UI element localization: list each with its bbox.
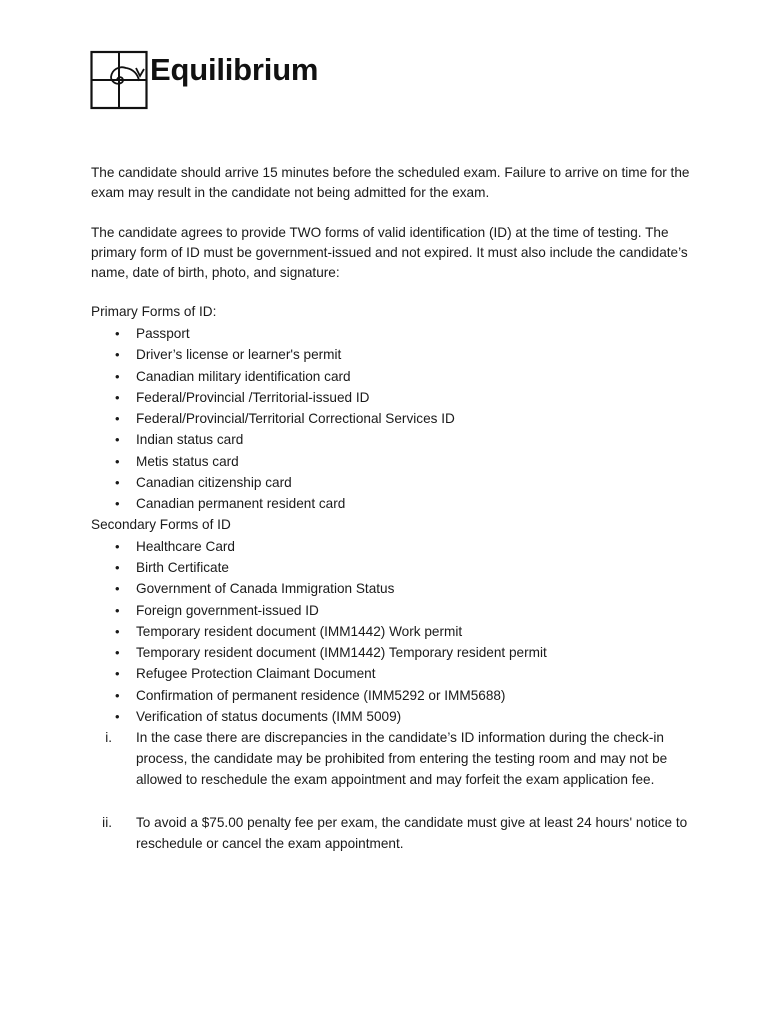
list-item-text: Indian status card <box>136 432 244 448</box>
arrival-paragraph: The candidate should arrive 15 minutes before the scheduled exam. Failure to arrive on time for the exam may result in the candidate not being admitted for the exam. <box>91 165 690 200</box>
list-item-text: Federal/Provincial /Territorial-issued ID <box>136 389 370 405</box>
list-item <box>91 323 691 344</box>
list-item-text: Passport <box>136 326 190 341</box>
list-item <box>91 366 691 387</box>
bullet-icon: • <box>115 581 120 597</box>
bullet-icon: • <box>115 368 120 384</box>
list-item <box>91 493 691 514</box>
list-item-text: Foreign government-issued ID <box>136 602 319 618</box>
bullet-icon: • <box>115 326 120 341</box>
list-item <box>91 685 691 706</box>
list-item-text: Temporary resident document (IMM1442) Temporary resident permit <box>136 645 547 661</box>
bullet-icon: • <box>115 496 120 512</box>
list-item-text: Canadian permanent resident card <box>136 496 346 512</box>
policy-item-penalty <box>91 812 691 854</box>
bullet-icon: • <box>115 709 120 725</box>
bullet-icon: • <box>115 559 120 575</box>
policy-text: In the case there are discrepancies in the candidate’s ID information during the check-in process, the candidate may be prohibited from entering the testing room and may not be allowed to reschedule the exam appointment and may forfeit the exam application fee. <box>136 730 668 788</box>
list-item <box>91 642 691 663</box>
bullet-icon: • <box>115 602 120 618</box>
bullet-icon: • <box>115 475 120 491</box>
policy-number: i. <box>105 730 112 746</box>
list-item-text: Verification of status documents (IMM 5009) <box>136 709 402 725</box>
list-item <box>91 600 691 621</box>
primary-ids-heading: Primary Forms of ID: <box>91 304 217 319</box>
list-item-text: Canadian citizenship card <box>136 475 292 491</box>
list-item-text: Healthcare Card <box>136 538 235 554</box>
list-item <box>91 451 691 472</box>
brand-name: Equilibrium <box>150 52 319 87</box>
policy-number: ii. <box>102 815 112 831</box>
list-item-text: Birth Certificate <box>136 559 229 575</box>
list-item-text: Driver’s license or learner's permit <box>136 347 342 363</box>
bullet-icon: • <box>115 411 120 427</box>
list-item <box>91 557 691 578</box>
bullet-icon: • <box>115 666 120 682</box>
bullet-icon: • <box>115 453 120 469</box>
policy-item-discrepancies <box>91 727 691 790</box>
bullet-icon: • <box>115 432 120 448</box>
list-item-text: Metis status card <box>136 453 239 469</box>
equilibrium-spiral-logo-icon <box>90 50 150 112</box>
bullet-icon: • <box>115 538 120 554</box>
list-item <box>91 578 691 599</box>
bullet-icon: • <box>115 389 120 405</box>
list-item-text: Temporary resident document (IMM1442) Work permit <box>136 623 463 639</box>
bullet-icon: • <box>115 645 120 661</box>
primary-ids-list <box>91 323 691 515</box>
list-item <box>91 621 691 642</box>
list-item <box>91 429 691 450</box>
list-item <box>91 387 691 408</box>
list-item <box>91 472 691 493</box>
list-item-text: Government of Canada Immigration Status <box>136 581 395 597</box>
list-item <box>91 706 691 727</box>
secondary-ids-list <box>91 536 691 728</box>
document-body <box>91 163 691 854</box>
identification-paragraph: The candidate agrees to provide TWO forms of valid identification (ID) at the time of testing. The primary form of ID must be government-issued and not expired. It must also include the candidate’s name, date of birth, photo, and signature: <box>91 225 688 280</box>
list-item-text: Canadian military identification card <box>136 368 351 384</box>
list-item <box>91 408 691 429</box>
list-item-text: Confirmation of permanent residence (IMM5292 or IMM5688) <box>136 687 506 703</box>
policy-list <box>91 727 691 854</box>
bullet-icon: • <box>115 623 120 639</box>
list-item <box>91 536 691 557</box>
list-item <box>91 344 691 365</box>
list-item-text: Refugee Protection Claimant Document <box>136 666 376 682</box>
list-item-text: Federal/Provincial/Territorial Correctional Services ID <box>136 411 455 427</box>
bullet-icon: • <box>115 347 120 363</box>
bullet-icon: • <box>115 687 120 703</box>
policy-text: To avoid a $75.00 penalty fee per exam, the candidate must give at least 24 hours' notice to reschedule or cancel the exam appointment. <box>136 815 688 852</box>
list-item <box>91 663 691 684</box>
secondary-ids-heading: Secondary Forms of ID <box>91 516 231 532</box>
